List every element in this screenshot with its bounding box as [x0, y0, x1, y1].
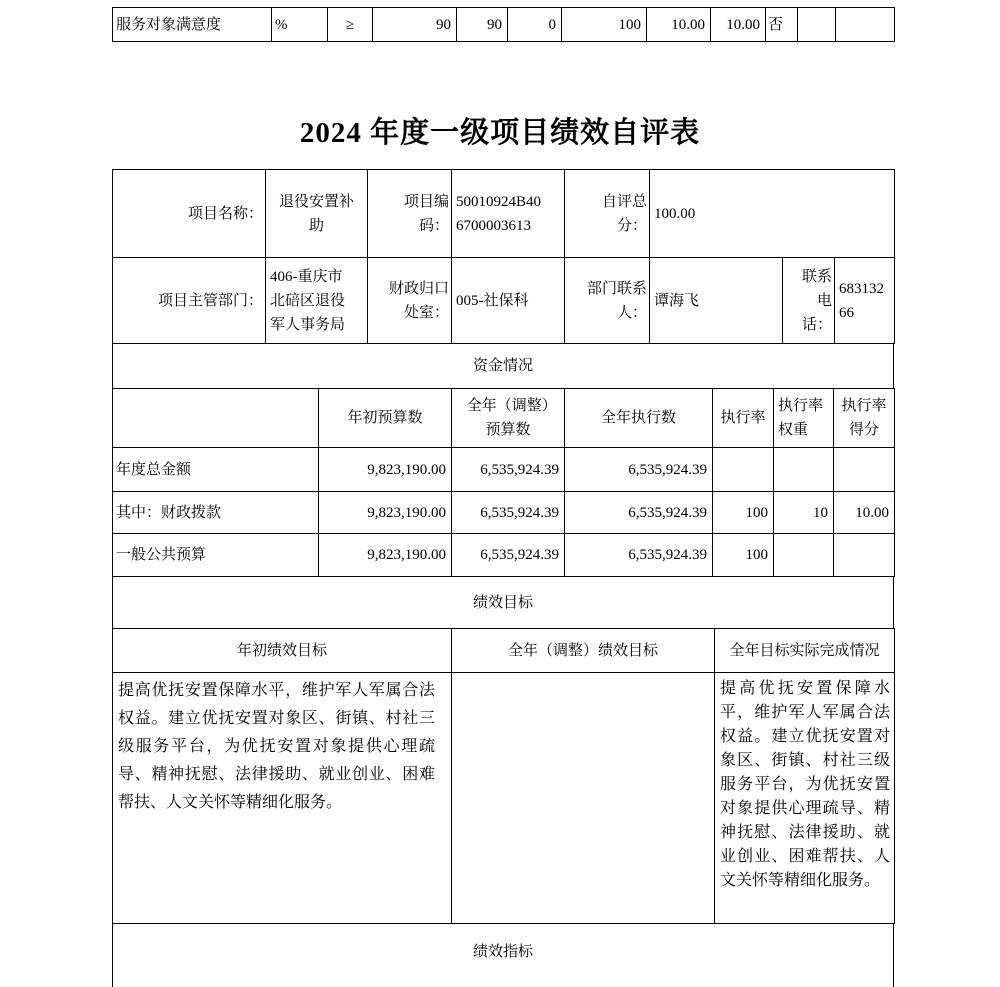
- funds-row-total: [113, 448, 895, 492]
- phone-value: 68313266: [835, 258, 895, 344]
- fragment-empty-2: [836, 8, 895, 42]
- goals-header-adjusted: 全年（调整）绩效目标: [452, 629, 715, 673]
- goals-table: [112, 628, 895, 924]
- funds-executed: 6,535,924.39: [565, 448, 713, 492]
- funds-weight: 10: [774, 492, 834, 534]
- funds-adjusted: 6,535,924.39: [452, 534, 565, 577]
- funds-header-rate-score: 执行率得分: [834, 389, 895, 448]
- funds-executed: 6,535,924.39: [565, 492, 713, 534]
- funds-adjusted: 6,535,924.39: [452, 448, 565, 492]
- fragment-deviation-flag: 否: [766, 8, 798, 42]
- goals-header-actual: 全年目标实际完成情况: [715, 629, 895, 673]
- funds-score: [834, 448, 895, 492]
- funds-rate: [713, 448, 774, 492]
- funds-row-label: 年度总金额: [113, 448, 319, 492]
- funds-table: [112, 388, 895, 577]
- fragment-indicator-name: 服务对象满意度: [113, 8, 272, 42]
- fragment-unit: %: [272, 8, 328, 42]
- fragment-value-1: 90: [373, 8, 457, 42]
- goals-actual-text: 提高优抚安置保障水平，维护军人军属合法权益。建立优抚安置对象区、街镇、村社三级服务平台，为优抚安置对象提供心理疏导、精神抚慰、法律援助、就业创业、困难帮扶、人文关怀等精细化服务。: [715, 673, 895, 924]
- funds-header-rate-weight: 执行率权重: [774, 389, 834, 448]
- fragment-score: 10.00: [711, 8, 766, 42]
- funds-executed: 6,535,924.39: [565, 534, 713, 577]
- fragment-direction: ≥: [328, 8, 373, 42]
- indicator-fragment-table: [112, 7, 895, 42]
- funds-row-public-budget: [113, 534, 895, 577]
- finance-office-label: 财政归口处室：: [368, 258, 452, 344]
- funds-initial: 9,823,190.00: [319, 534, 452, 577]
- project-code-value: 50010924B406700003613: [452, 170, 565, 258]
- dept-value: 406-重庆市北碚区退役军人事务局: [266, 258, 368, 344]
- funds-header-blank: [113, 389, 319, 448]
- contact-label: 部门联系人：: [565, 258, 650, 344]
- funds-initial: 9,823,190.00: [319, 448, 452, 492]
- self-evaluation-table: [112, 169, 895, 987]
- funds-rate: 100: [713, 534, 774, 577]
- self-score-label: 自评总分：: [565, 170, 650, 258]
- basic-info-table: [112, 169, 895, 344]
- goals-initial-text: 提高优抚安置保障水平，维护军人军属合法权益。建立优抚安置对象区、街镇、村社三级服务平台，为优抚安置对象提供心理疏导、精神抚慰、法律援助、就业创业、困难帮扶、人文关怀等精细化服务。: [113, 673, 452, 924]
- fragment-value-3: 0: [508, 8, 562, 42]
- indicators-section: [112, 923, 894, 987]
- funds-header-adjusted: 全年（调整）预算数: [452, 389, 565, 448]
- contact-value: 谭海飞: [650, 258, 783, 344]
- fragment-empty-1: [798, 8, 836, 42]
- funds-section-title: 资金情况: [113, 344, 894, 389]
- project-name-value: 退役安置补助: [266, 170, 368, 258]
- fragment-value-2: 90: [457, 8, 508, 42]
- goals-adjusted-text: [452, 673, 715, 924]
- fragment-weight: 10.00: [647, 8, 711, 42]
- funds-row-label: 一般公共预算: [113, 534, 319, 577]
- page-title: 2024 年度一级项目绩效自评表: [299, 117, 701, 149]
- phone-label: 联系电话：: [783, 258, 835, 344]
- funds-row-label: 其中：财政拨款: [113, 492, 319, 534]
- funds-adjusted: 6,535,924.39: [452, 492, 565, 534]
- funds-rate: 100: [713, 492, 774, 534]
- funds-section: [112, 343, 894, 389]
- fragment-value-4: 100: [562, 8, 647, 42]
- indicators-section-title: 绩效指标: [113, 924, 894, 987]
- funds-score: 10.00: [834, 492, 895, 534]
- finance-office-value: 005-社保科: [452, 258, 565, 344]
- funds-weight: [774, 448, 834, 492]
- goals-section: [112, 576, 894, 629]
- goals-section-title: 绩效目标: [113, 577, 894, 629]
- funds-row-fiscal: [113, 492, 895, 534]
- dept-label: 项目主管部门：: [113, 258, 266, 344]
- goals-header-initial: 年初绩效目标: [113, 629, 452, 673]
- funds-weight: [774, 534, 834, 577]
- project-name-label: 项目名称：: [113, 170, 266, 258]
- self-score-value: 100.00: [650, 170, 895, 258]
- funds-header-executed: 全年执行数: [565, 389, 713, 448]
- funds-header-rate: 执行率: [713, 389, 774, 448]
- funds-header-initial: 年初预算数: [319, 389, 452, 448]
- project-code-label: 项目编码：: [368, 170, 452, 258]
- funds-score: [834, 534, 895, 577]
- funds-initial: 9,823,190.00: [319, 492, 452, 534]
